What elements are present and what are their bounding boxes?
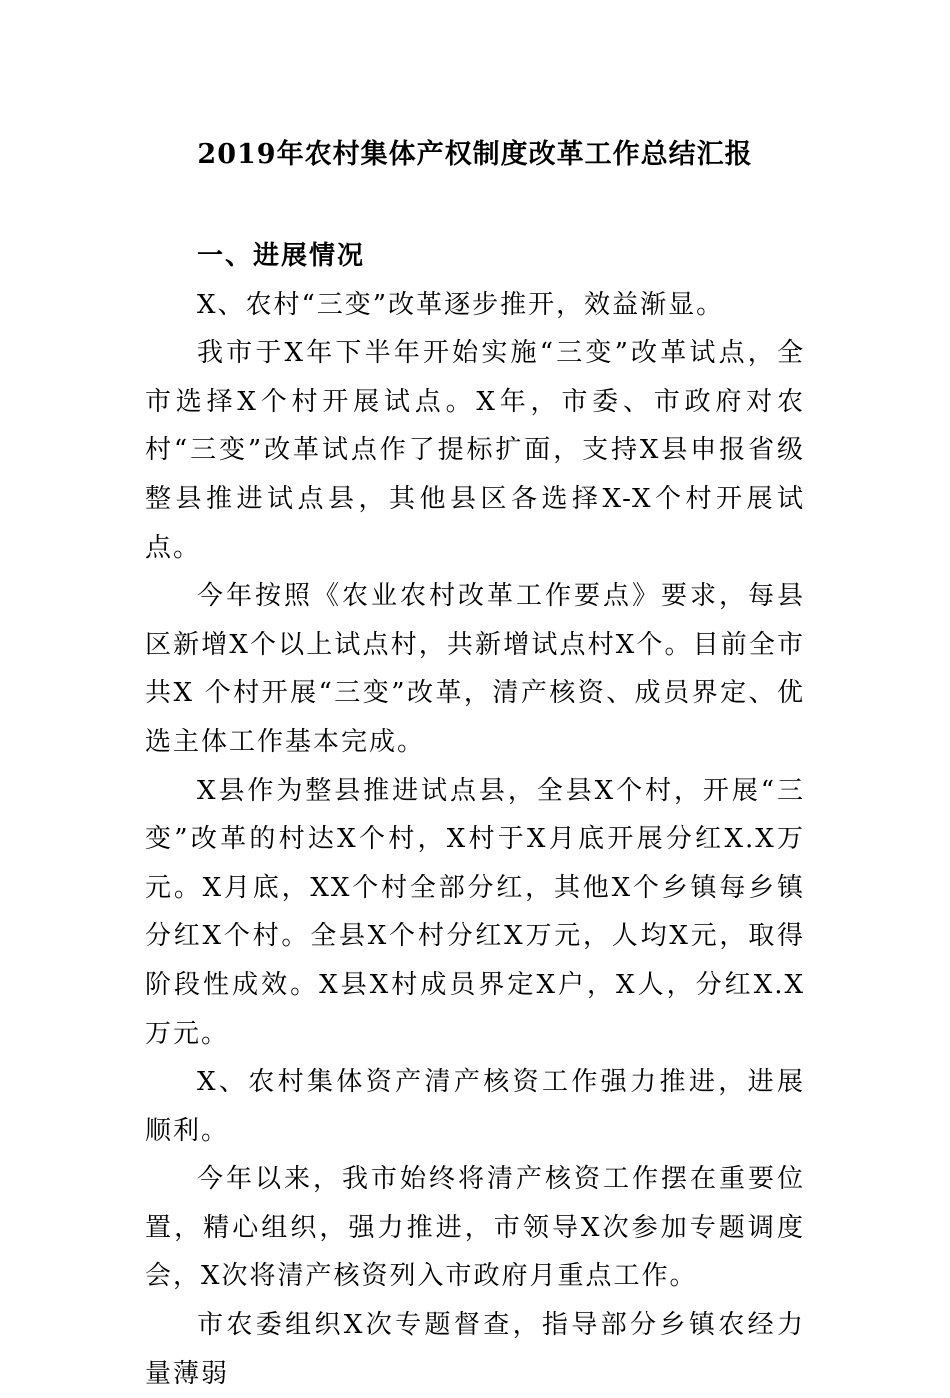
document-title: 2019年农村集体产权制度改革工作总结汇报 xyxy=(197,139,753,170)
paragraph-5: X、农村集体资产清产核资工作强力推进，进展顺利。 xyxy=(145,1067,805,1146)
paragraph-2: 我市于X年下半年开始实施“三变”改革试点，全市选择X个村开展试点。X年，市委、市政府对农村“三变”改革试点作了提标扩面，支持X县申报省级整县推进试点县，其他县区各选择X-X个村开展试点。 xyxy=(145,338,805,563)
document-body xyxy=(145,232,805,1398)
paragraph-4: X县作为整县推进试点县，全县X个村，开展“三变”改革的村达X个村，X村于X月底开展分红X.X万元。X月底，XX个村全部分红，其他X个乡镇每乡镇分红X个村。全县X个村分红X万元，人均X元，取得阶段性成效。X县X村成员界定X户，X人，分红X.X万元。 xyxy=(145,775,805,1049)
paragraph-6: 今年以来，我市始终将清产核资工作摆在重要位置，精心组织，强力推进，市领导X次参加专题调度会，X次将清产核资列入市政府月重点工作。 xyxy=(145,1164,805,1292)
section-heading: 一、进展情况 xyxy=(197,241,366,271)
paragraph-1: X、农村“三变”改革逐步推开，效益渐显。 xyxy=(197,289,725,320)
paragraph-7: 市农委组织X次专题督查，指导部分乡镇农经力量薄弱 xyxy=(145,1310,805,1389)
paragraph-3: 今年按照《农业农村改革工作要点》要求，每县区新增X个以上试点村，共新增试点村X个。目前全市共X 个村开展“三变”改革，清产核资、成员界定、优选主体工作基本完成。 xyxy=(145,581,805,757)
